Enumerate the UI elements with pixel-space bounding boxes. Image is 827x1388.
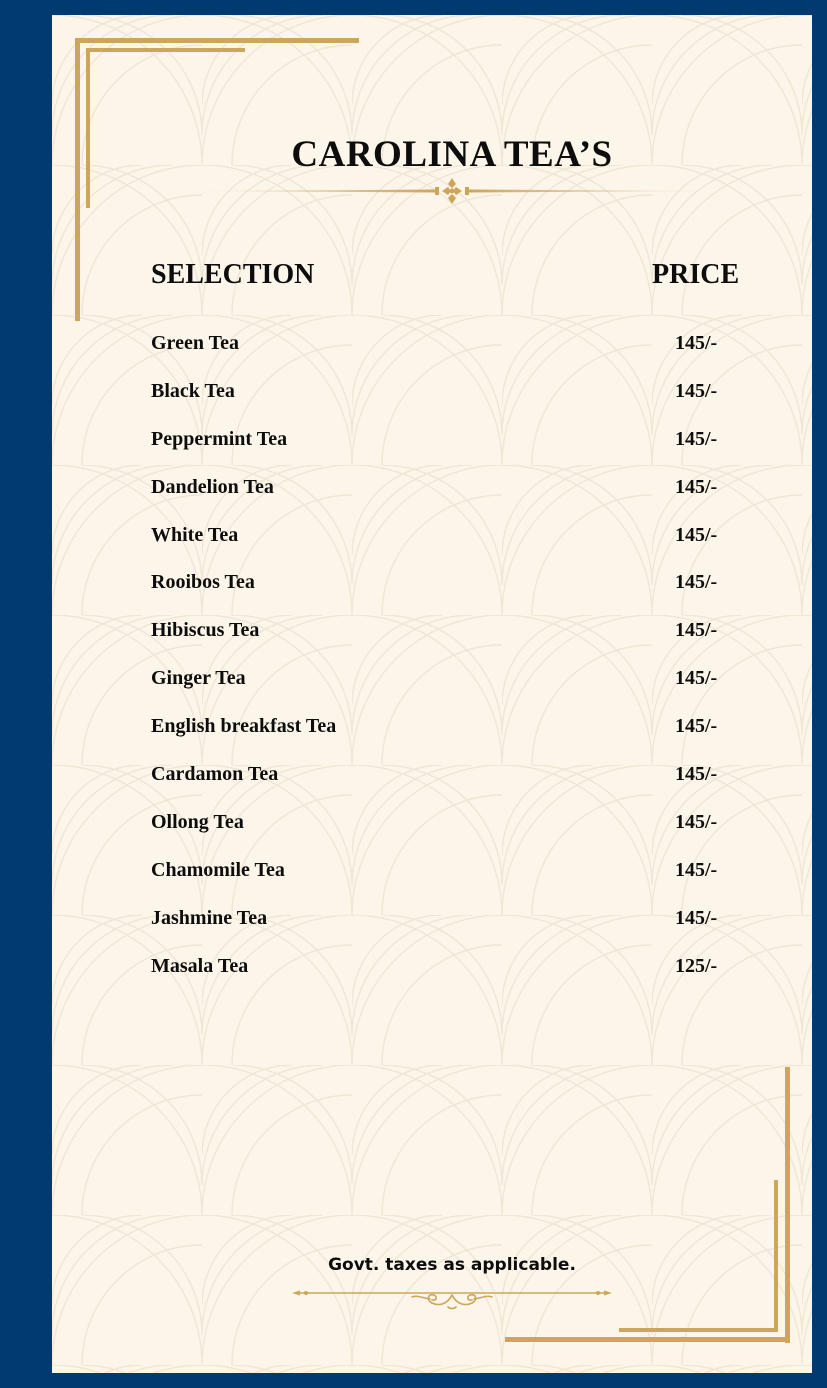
corner-frame-bottom-inner xyxy=(619,1328,778,1332)
menu-item-price: 145/- xyxy=(675,523,718,546)
corner-frame-left-outer xyxy=(75,38,80,321)
menu-title: CAROLINA TEA’S xyxy=(291,134,613,175)
menu-item-row xyxy=(151,333,721,381)
menu-item-row xyxy=(151,764,721,812)
menu-item-name: Jashmine Tea xyxy=(151,906,268,929)
menu-item-price: 145/- xyxy=(675,427,718,450)
menu-item-name: Rooibos Tea xyxy=(151,571,255,594)
fleur-divider-icon xyxy=(192,177,712,207)
menu-item-name: White Tea xyxy=(151,523,239,546)
menu-item-row xyxy=(151,716,721,764)
menu-item-row xyxy=(151,956,721,1004)
menu-item-row xyxy=(151,381,721,429)
menu-item-price: 145/- xyxy=(675,379,718,402)
scroll-divider-icon xyxy=(292,1285,612,1315)
menu-item-row xyxy=(151,429,721,477)
selection-header: SELECTION xyxy=(151,259,315,290)
corner-frame-bottom-outer xyxy=(505,1337,790,1342)
price-header: PRICE xyxy=(652,259,740,290)
menu-item-row xyxy=(151,908,721,956)
menu-item-row xyxy=(151,477,721,525)
corner-frame-top-inner xyxy=(86,48,245,52)
menu-item-name: Green Tea xyxy=(151,332,239,354)
menu-item-name: English breakfast Tea xyxy=(151,715,337,738)
menu-item-price: 145/- xyxy=(675,715,718,738)
menu-item-row xyxy=(151,812,721,860)
menu-item-name: Ollong Tea xyxy=(151,810,244,833)
menu-item-price: 145/- xyxy=(675,619,718,642)
menu-item-price: 145/- xyxy=(675,906,718,929)
corner-frame-top-outer xyxy=(75,38,359,43)
menu-item-price: 145/- xyxy=(675,858,718,881)
menu-item-name: Hibiscus Tea xyxy=(151,619,260,642)
menu-item-name: Black Tea xyxy=(151,379,235,402)
menu-item-row xyxy=(151,860,721,908)
menu-item-price: 145/- xyxy=(675,475,718,498)
tax-note: Govt. taxes as applicable. xyxy=(328,1255,576,1275)
menu-item-name: Peppermint Tea xyxy=(151,427,288,450)
menu-item-row xyxy=(151,525,721,573)
corner-frame-left-inner xyxy=(86,48,90,208)
menu-item-price: 145/- xyxy=(675,571,718,594)
menu-item-price: 145/- xyxy=(675,810,718,833)
menu-item-row xyxy=(151,620,721,668)
menu-item-list xyxy=(151,333,721,1003)
menu-item-name: Ginger Tea xyxy=(151,667,246,690)
menu-item-name: Cardamon Tea xyxy=(151,763,279,786)
menu-item-name: Masala Tea xyxy=(151,954,249,977)
menu-item-price: 145/- xyxy=(675,332,718,354)
menu-item-row xyxy=(151,572,721,620)
menu-item-price: 125/- xyxy=(675,954,718,977)
menu-item-price: 145/- xyxy=(675,763,718,786)
menu-item-row xyxy=(151,668,721,716)
menu-item-name: Chamomile Tea xyxy=(151,858,285,881)
corner-frame-right-outer xyxy=(785,1067,790,1343)
menu-page xyxy=(52,15,812,1373)
menu-item-price: 145/- xyxy=(675,667,718,690)
menu-item-name: Dandelion Tea xyxy=(151,475,274,498)
